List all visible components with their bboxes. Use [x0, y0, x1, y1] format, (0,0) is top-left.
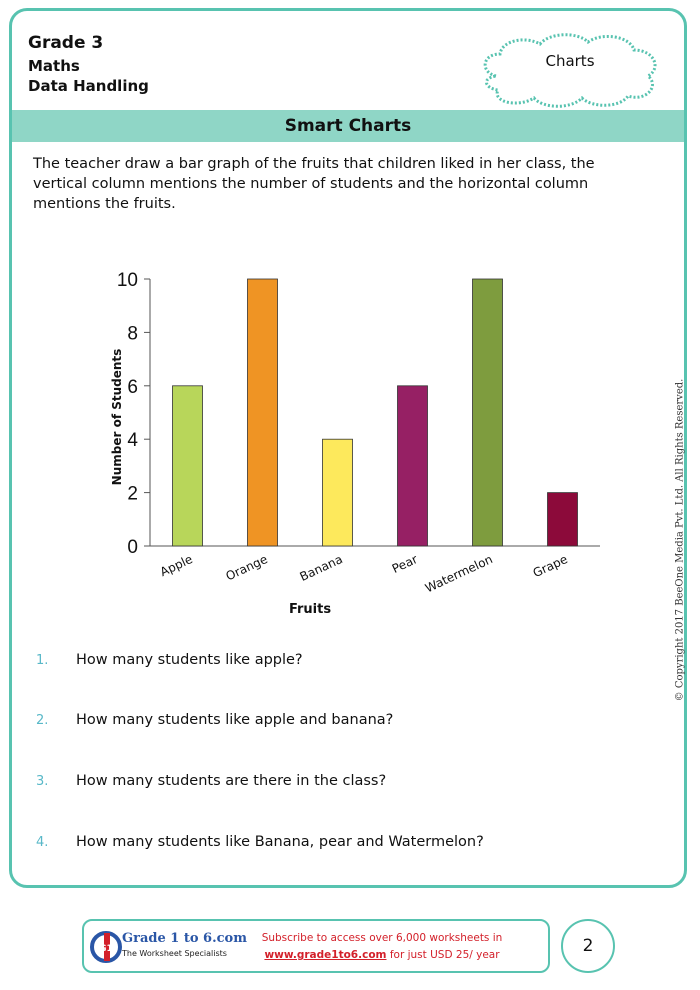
logo-title: Grade 1 to 6.com	[122, 931, 247, 946]
x-tick-label: Banana	[297, 552, 345, 584]
question-number: 2.	[36, 713, 49, 728]
question-text: How many students like apple?	[76, 652, 303, 668]
intro-text: The teacher draw a bar graph of the fruits that children liked in her class, the vertical column mentions the number of students and the horizontal column mentions the fruits.	[33, 156, 595, 212]
page-title: Smart Charts	[284, 116, 412, 136]
page-number: 2	[561, 919, 615, 973]
grade1to6-logo-icon	[90, 929, 122, 965]
grade-label: Grade 3	[28, 33, 104, 53]
copyright-text: © Copyright 2017 BeeOne Media Pvt. Ltd. All Rights Reserved.	[674, 378, 686, 702]
question-4	[36, 834, 484, 850]
subscribe-line-2	[232, 949, 532, 961]
question-text: How many students like Banana, pear and Watermelon?	[76, 834, 484, 850]
x-tick-label: Watermelon	[423, 552, 495, 596]
question-1	[36, 652, 303, 668]
y-tick-label: 2	[127, 483, 138, 505]
x-axis-label: Fruits	[288, 602, 332, 617]
charts-badge-label: Charts	[545, 52, 595, 70]
bar-apple	[173, 386, 203, 546]
question-text: How many students like apple and banana?	[76, 712, 394, 728]
subscribe-link[interactable]: www.grade1to6.com	[264, 949, 387, 961]
bar-orange	[248, 279, 278, 546]
bar-pear	[398, 386, 428, 546]
question-text: How many students are there in the class?	[76, 773, 387, 789]
bar-banana	[323, 439, 353, 546]
y-tick-label: 8	[127, 323, 138, 345]
question-number: 4.	[36, 835, 49, 850]
subscribe-line-1: Subscribe to access over 6,000 worksheets in	[261, 932, 503, 944]
question-3	[36, 773, 386, 789]
x-tick-label: Grape	[530, 552, 570, 581]
x-tick-label: Apple	[157, 552, 195, 580]
bar-grape	[548, 493, 578, 546]
topic-label: Data Handling	[28, 77, 149, 95]
logo-mark-text: G1	[99, 944, 113, 954]
y-tick-label: 4	[127, 430, 138, 452]
footer-banner	[82, 919, 550, 973]
subject-label: Maths	[28, 57, 80, 75]
logo-tagline: The Worksheet Specialists	[122, 949, 227, 958]
x-tick-label: Pear	[389, 552, 420, 576]
y-axis-label: Number of Students	[110, 348, 124, 486]
subscribe-price: for just USD 25/ year	[386, 949, 500, 961]
x-tick-label: Orange	[223, 552, 270, 584]
question-2	[36, 712, 393, 728]
y-tick-label: 0	[127, 537, 138, 558]
question-number: 1.	[36, 653, 49, 668]
y-tick-label: 6	[127, 376, 138, 398]
bar-watermelon	[473, 279, 503, 546]
y-tick-label: 10	[116, 270, 138, 291]
question-number: 3.	[36, 774, 49, 789]
